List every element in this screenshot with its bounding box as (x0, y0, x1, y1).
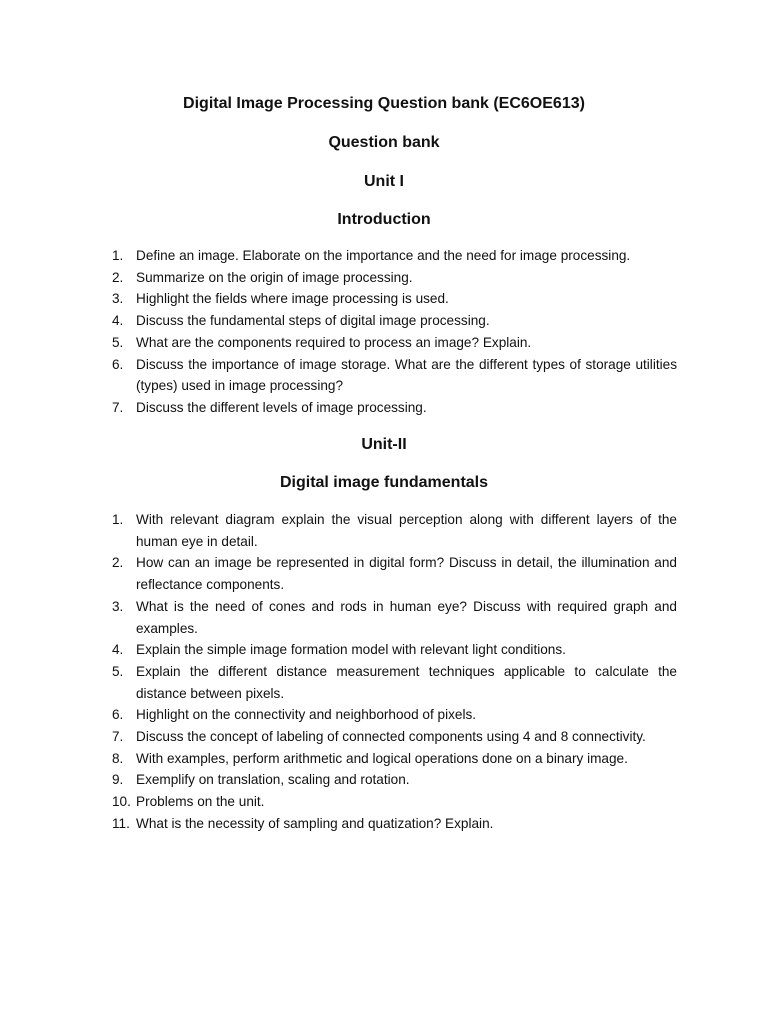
list-item (112, 354, 677, 397)
question-text: What are the components required to process an image? Explain. (136, 334, 532, 350)
question-number: 5. (112, 663, 124, 679)
question-number: 4. (112, 313, 124, 329)
question-text: What is the necessity of sampling and quatization? Explain. (136, 815, 494, 831)
question-number: 10. (112, 794, 131, 810)
question-number: 6. (112, 356, 124, 372)
question-number: 1. (112, 248, 124, 263)
question-number: 3. (112, 598, 124, 614)
unit-2-heading: Unit-II (361, 436, 407, 453)
list-item (112, 310, 677, 332)
list-item (112, 704, 677, 726)
question-number: 2. (112, 555, 124, 571)
list-item (112, 596, 677, 639)
question-text: What is the need of cones and rods in human eye? Discuss with required graph and examples. (136, 598, 677, 636)
question-text: Define an image. Elaborate on the importance and the need for image processing. (136, 248, 631, 263)
question-text: With examples, perform arithmetic and logical operations done on a binary image. (136, 750, 628, 766)
question-number: 11. (112, 815, 130, 831)
unit-2-topic: Digital image fundamentals (279, 474, 489, 491)
question-number: 2. (112, 269, 124, 285)
list-item (112, 332, 677, 354)
question-text: Highlight the fields where image processing is used. (136, 291, 449, 307)
question-text: Summarize on the origin of image processing. (136, 269, 413, 285)
question-text: Discuss the importance of image storage. What are the different types of storage utilities (types) used in image processing? (136, 356, 677, 394)
question-number: 4. (112, 642, 124, 658)
question-text: Explain the simple image formation model with relevant light conditions. (136, 642, 566, 658)
question-text: Explain the different distance measurement techniques applicable to calculate the distance between pixels. (136, 663, 677, 701)
list-item (112, 267, 677, 289)
list-item (112, 288, 677, 310)
question-text: Discuss the concept of labeling of connected components using 4 and 8 connectivity. (136, 729, 646, 745)
question-number: 1. (112, 512, 124, 527)
list-item (112, 397, 677, 419)
question-text: Problems on the unit. (136, 794, 265, 810)
list-item (112, 639, 677, 661)
document-title: Digital Image Processing Question bank (EC6OE613) (183, 95, 585, 112)
question-text: With relevant diagram explain the visual perception along with different layers of the human eye in detail. (136, 512, 677, 549)
list-item (112, 245, 677, 267)
question-text: Discuss the different levels of image processing. (136, 399, 427, 415)
list-item (112, 769, 677, 791)
question-text: Discuss the fundamental steps of digital image processing. (136, 313, 490, 329)
question-number: 5. (112, 334, 124, 350)
question-number: 6. (112, 707, 124, 723)
list-item (112, 813, 677, 835)
list-item (112, 661, 677, 704)
question-number: 8. (112, 750, 124, 766)
question-text: Exemplify on translation, scaling and rotation. (136, 772, 410, 788)
question-number: 7. (112, 399, 124, 415)
question-number: 7. (112, 729, 124, 745)
list-item (112, 726, 677, 748)
list-item (112, 552, 677, 595)
unit-1-heading: Unit I (364, 173, 404, 190)
question-number: 9. (112, 772, 124, 788)
question-text: Highlight on the connectivity and neighborhood of pixels. (136, 707, 477, 723)
unit-1-question-list (112, 245, 677, 419)
list-item (112, 509, 677, 552)
question-text: How can an image be represented in digital form? Discuss in detail, the illumination and reflectance components. (136, 555, 677, 593)
document-subtitle: Question bank (328, 134, 440, 151)
list-item (112, 791, 677, 813)
unit-1-topic: Introduction (337, 211, 431, 228)
unit-2-question-list (112, 509, 677, 835)
list-item (112, 748, 677, 770)
question-number: 3. (112, 291, 124, 307)
